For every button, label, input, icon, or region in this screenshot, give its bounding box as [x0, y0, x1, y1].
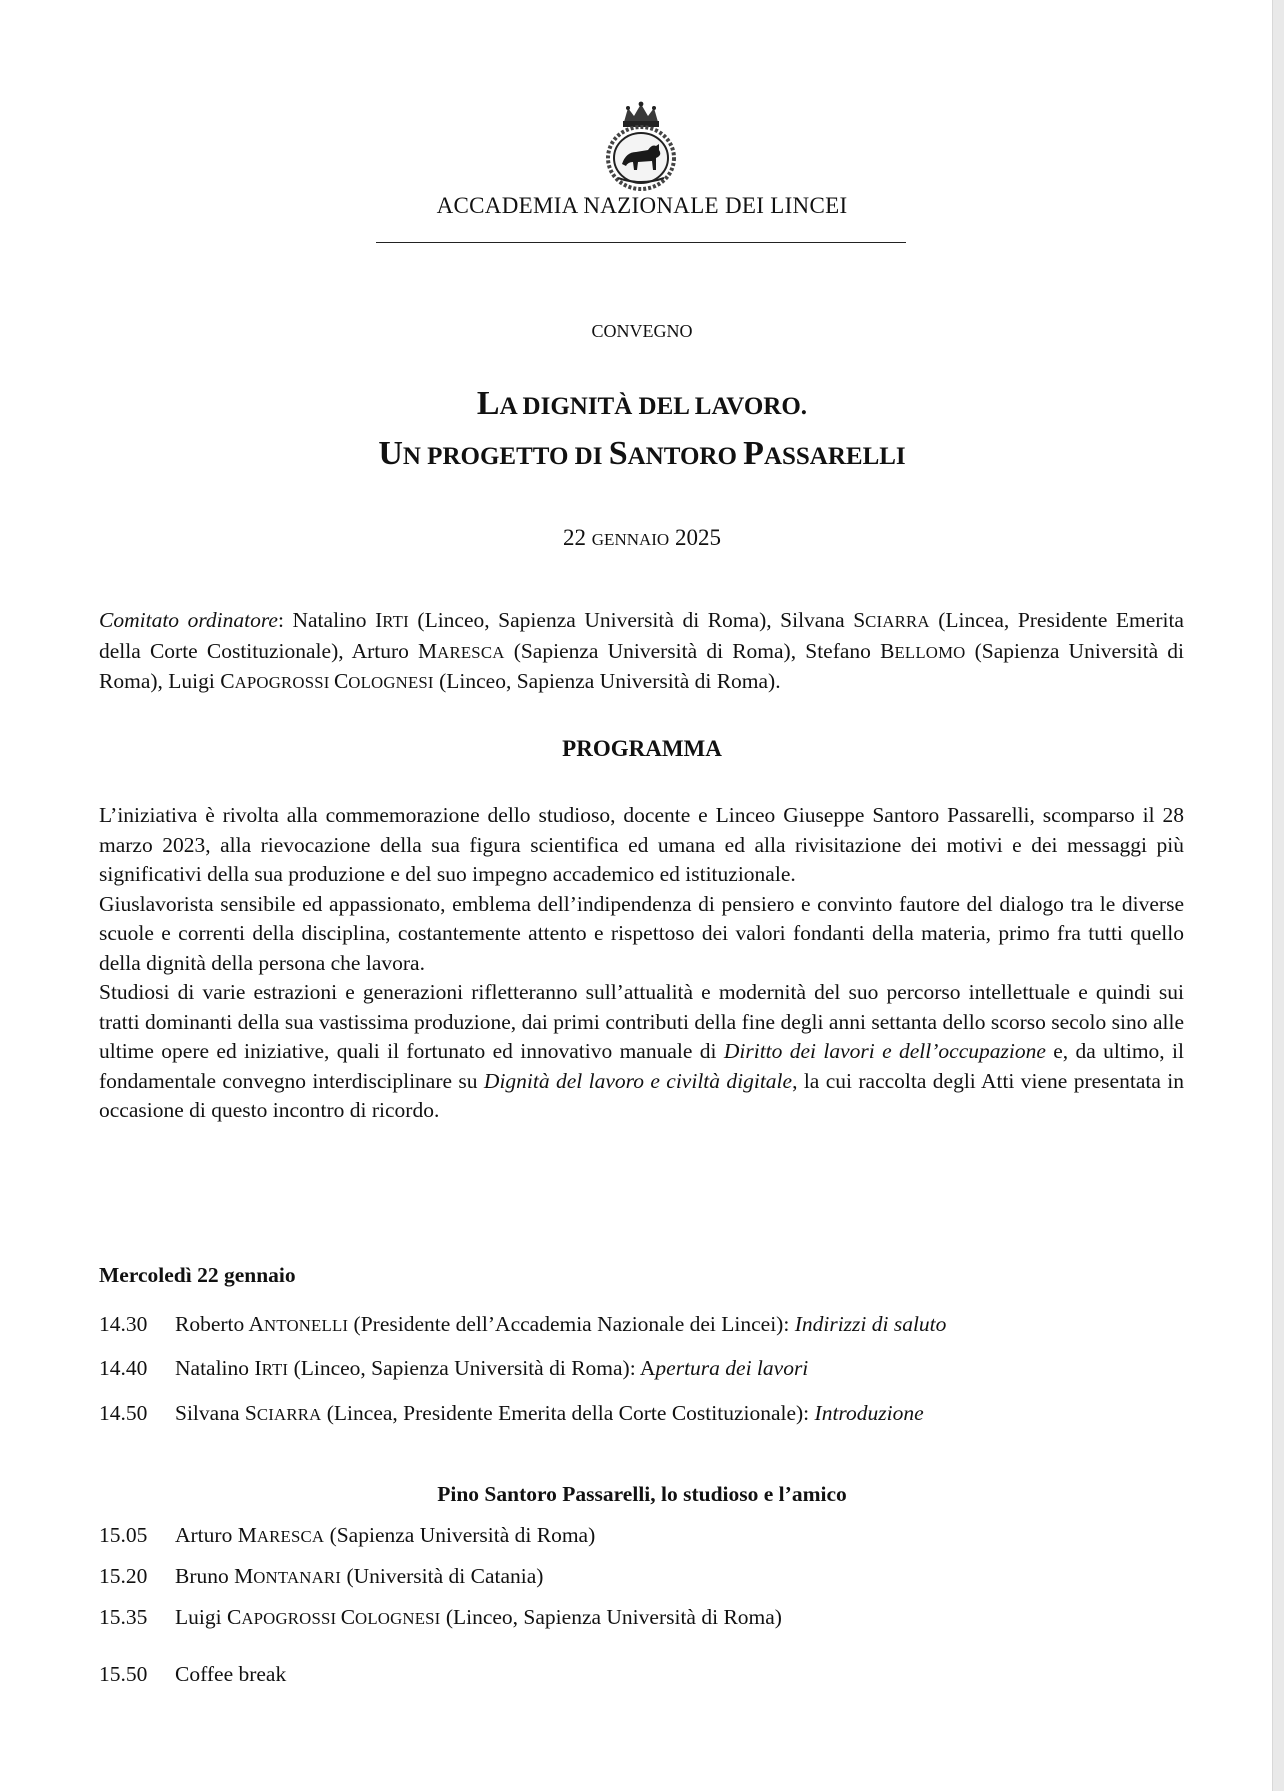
- session-row: 15.35 Luigi CAPOGROSSI COLOGNESI (Linceo, Sapienza Università di Roma): [99, 1605, 782, 1629]
- academy-name: ACCADEMIA NAZIONALE DEI LINCEI: [436, 193, 848, 218]
- schedule-row: 14.30 Roberto ANTONELLI (Presidente dell’Accademia Nazionale dei Lincei): Indirizzi di saluto: [99, 1312, 947, 1336]
- intro-paragraph-2: Giuslavorista sensibile ed appassionato, emblema dell’indipendenza di pensiero e convinto fautore del dialogo tra le diverse scuole e correnti della disciplina, costantemente attento e rispettoso dei valori fondanti della materia, primo fra tutti quello della dignità della persona che lavora.: [99, 891, 1184, 975]
- intro-paragraph-1: L’iniziativa è rivolta alla commemorazione dello studioso, docente e Linceo Giuseppe Santoro Passarelli, scomparso il 28 marzo 2023, alla rievocazione della sua figura scientifica ed umana ed alla rivisitazione dei motivi e dei messaggi più significativi della sua produzione e del suo impegno accademico ed istituzionale.: [99, 803, 1184, 886]
- session-row: 15.50 Coffee break: [99, 1662, 287, 1686]
- title-line-2: UN PROGETTO DI SANTORO PASSARELLI: [378, 435, 906, 472]
- schedule-row: 14.50 Silvana SCIARRA (Lincea, Presidente Emerita della Corte Costituzionale): Introduzione: [99, 1401, 924, 1425]
- conference-title: [0, 380, 1284, 480]
- header-divider: [376, 242, 906, 243]
- academy-crest-icon: [604, 100, 678, 192]
- title-line-1: LA DIGNITÀ DEL LAVORO.: [476, 385, 808, 422]
- day-heading: Mercoledì 22 gennaio: [99, 1263, 296, 1287]
- event-type: CONVEGNO: [591, 321, 693, 341]
- session-row: 15.20 Bruno MONTANARI (Università di Catania): [99, 1564, 544, 1588]
- session-heading: Pino Santoro Passarelli, lo studioso e l’amico: [437, 1482, 847, 1506]
- conference-date: 22 GENNAIO 2025: [563, 525, 721, 550]
- schedule-row: 14.40 Natalino IRTI (Linceo, Sapienza Università di Roma): Apertura dei lavori: [99, 1356, 809, 1380]
- intro-paragraph-3: Studiosi di varie estrazioni e generazioni rifletteranno sull’attualità e modernità del suo percorso intellettuale e quindi sui tratti dominanti della sua vastissima produzione, dai primi contributi della fine degli anni settanta dello scorso secolo sino alle ultime opere ed iniziative, quali il fortunato ed innovativo manuale di Diritto dei lavori e dell’occupazione e, da ultimo, il fondamentale convegno interdisciplinare su Dignità del lavoro e civiltà digitale, la cui raccolta degli Atti viene presentata in occasione di questo incontro di ricordo.: [99, 980, 1184, 1122]
- session-row: 15.05 Arturo MARESCA (Sapienza Università di Roma): [99, 1523, 596, 1547]
- organizing-committee: Comitato ordinatore: Natalino IRTI (Linceo, Sapienza Università di Roma), Silvana SCIARRA (Lincea, Presidente Emerita della Corte Costituzionale), Arturo MARESCA (Sapienza Università di Roma), Stefano BELLOMO (Sapienza Università di Roma), Luigi CAPOGROSSI COLOGNESI (Linceo, Sapienza Università di Roma).: [99, 608, 1184, 693]
- programma-heading: PROGRAMMA: [562, 736, 722, 761]
- intro-text: [99, 801, 1184, 1126]
